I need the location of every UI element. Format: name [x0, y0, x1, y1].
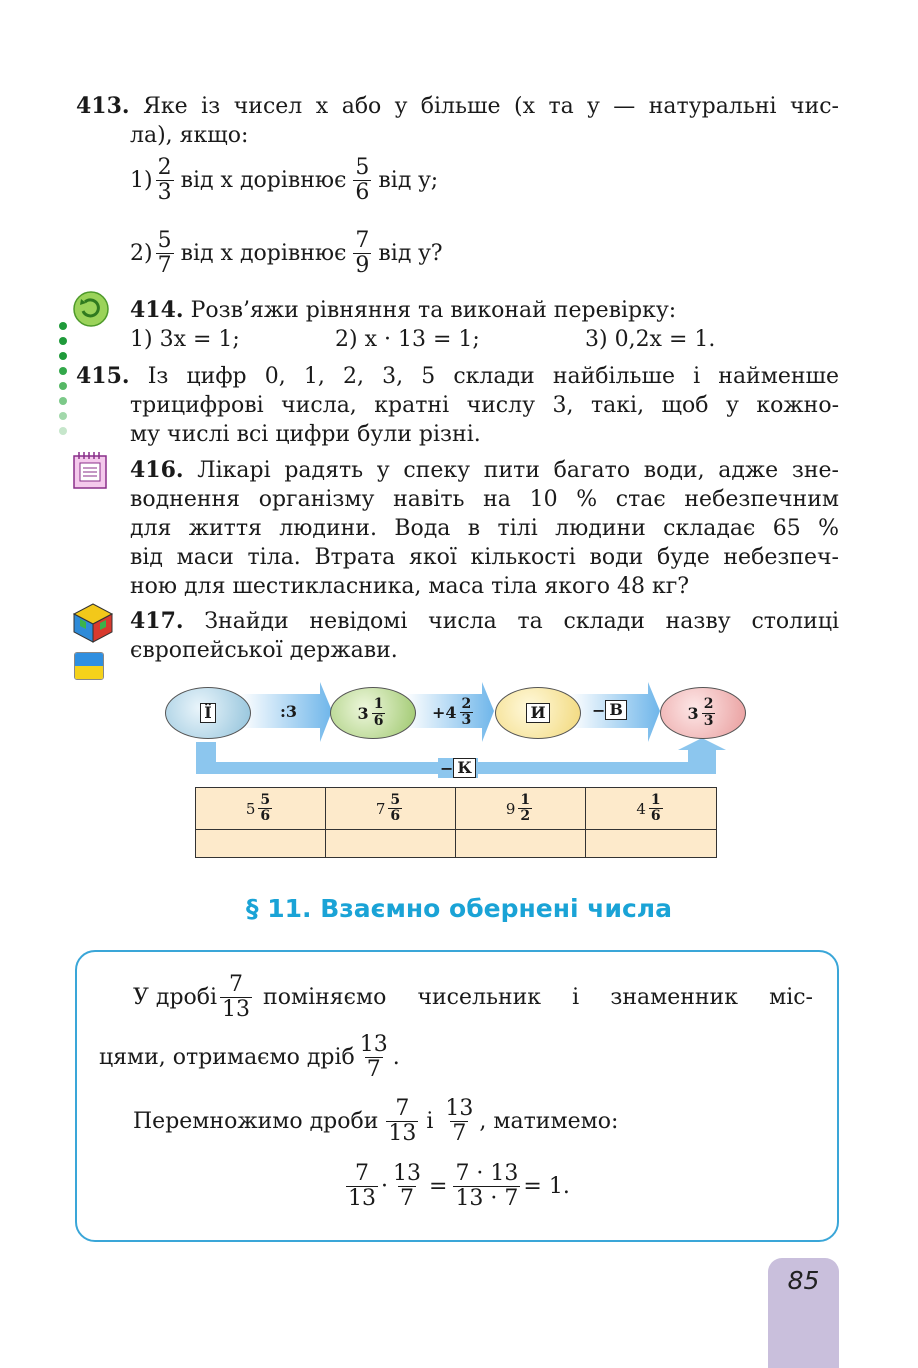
task-number: 414. — [130, 297, 184, 323]
fraction: $\frac{13}{7}$ — [359, 1032, 388, 1083]
operation-chain — [160, 680, 760, 780]
fraction: $\frac{13}{7}$ — [393, 1161, 421, 1212]
table-answer-cell[interactable] — [325, 829, 456, 858]
box-equation: $\frac{7}{13}$ · $\frac{13}{7}$ = $\frac{7 \cdot 13}{13 \cdot 7}$ = 1. — [348, 1161, 570, 1212]
table-answer-cell[interactable] — [195, 829, 326, 858]
task-415-line3: му числі всі цифри були різні. — [130, 422, 481, 447]
task-415-line1: 415. Із цифр 0, 1, 2, 3, 5 склади найбільше і найменше — [76, 363, 839, 389]
task-416-line1: 416. Лікарі радять у спеку пити багато води, адже зне- — [130, 457, 839, 483]
task-number: 413. — [76, 93, 130, 119]
ukraine-flag-icon — [74, 652, 104, 680]
equation-2: 2) x · 13 = 1; — [335, 327, 480, 352]
chain-op-1: :3 — [280, 702, 298, 721]
task-number: 416. — [130, 457, 184, 483]
notebook-icon — [73, 451, 107, 489]
task-417-line1: 417. Знайди невідомі числа та склади назву столиці — [130, 608, 840, 634]
chain-op-3: − В — [592, 700, 627, 720]
fraction: $\frac{2}{3}$ — [157, 155, 172, 206]
equation-3: 3) 0,2x = 1. — [585, 327, 716, 352]
table-cell: 5 $\frac{5}{6}$ — [195, 787, 326, 830]
chain-value-1: 3 $\frac{1}{6}$ — [330, 687, 416, 739]
task-number: 415. — [76, 363, 130, 389]
task-number: 417. — [130, 608, 184, 634]
chain-op-2: +4 $\frac{2}{3}$ — [432, 696, 472, 729]
cube-icon — [72, 602, 114, 644]
table-cell: 4 $\frac{1}{6}$ — [585, 787, 717, 830]
table-answer-cell[interactable] — [585, 829, 717, 858]
repeat-icon — [73, 291, 109, 327]
task-415-line2: трицифрові числа, кратні числу 3, такі, щоб у кожно- — [130, 393, 839, 418]
fraction: $\frac{5}{6}$ — [355, 155, 370, 206]
task-416-line4: від маси тіла. Втрата якої кількості води буде небезпеч- — [130, 545, 839, 570]
fraction: $\frac{7}{9}$ — [355, 228, 370, 279]
box-line-3: Перемножимо дроби $\frac{7}{13}$ і $\frac{13}{7}$ , матимемо: — [133, 1096, 619, 1147]
fraction: $\frac{7}{13}$ — [348, 1161, 376, 1212]
box-line-2: цями, отримаємо дріб $\frac{13}{7}$ . — [99, 1032, 400, 1083]
table-answer-cell[interactable] — [455, 829, 586, 858]
table-cell: 9 $\frac{1}{2}$ — [455, 787, 586, 830]
equation-1: 1) 3x = 1; — [130, 327, 240, 352]
page-number: 85 — [787, 1266, 820, 1295]
task-413-item1: 1) $\frac{2}{3}$ від x дорівнює $\frac{5}{6}$ від y; — [130, 155, 439, 206]
section-title: § 11. Взаємно обернені числа — [246, 894, 672, 923]
page-number-tab — [768, 1258, 839, 1368]
task-413-line1 — [76, 92, 839, 121]
fraction: $\frac{5}{7}$ — [157, 228, 172, 279]
task-414-line1: 414. Розв’яжи рівняння та виконай перевірку: — [130, 297, 677, 323]
answer-table — [195, 787, 717, 858]
fraction: $\frac{7}{13}$ — [222, 972, 251, 1023]
task-413-item2: 2) $\frac{5}{7}$ від x дорівнює $\frac{7}{9}$ від y? — [130, 228, 443, 279]
table-cell: 7 $\frac{5}{6}$ — [325, 787, 456, 830]
task-416-line5: ною для шестикласника, маса тіла якого 48 кг? — [130, 574, 690, 599]
task-416-line3: для життя людини. Вода в тілі людини складає 65 % — [130, 516, 839, 541]
box-line-1: У дробі $\frac{7}{13}$ поміняємо чисельник і знаменник міс- — [133, 972, 813, 1023]
chain-value-3: 3 $\frac{2}{3}$ — [660, 687, 746, 739]
chain-back-op: − К — [438, 758, 478, 778]
task-text: Яке із чисел x або y більше (x та y — натуральні чис- — [143, 94, 839, 119]
fraction: $\frac{13}{7}$ — [445, 1096, 474, 1147]
fraction: $\frac{7 \cdot 13}{13 \cdot 7}$ — [455, 1161, 519, 1212]
task-416-line2: воднення організму навіть на 10 % стає небезпечним — [130, 487, 839, 512]
task-413-line2: ла), якщо: — [130, 123, 249, 148]
chain-value-2: И — [495, 687, 581, 739]
task-417-line2: європейської держави. — [130, 638, 398, 663]
fraction: $\frac{7}{13}$ — [388, 1096, 417, 1147]
chain-start: Ї — [165, 687, 251, 739]
